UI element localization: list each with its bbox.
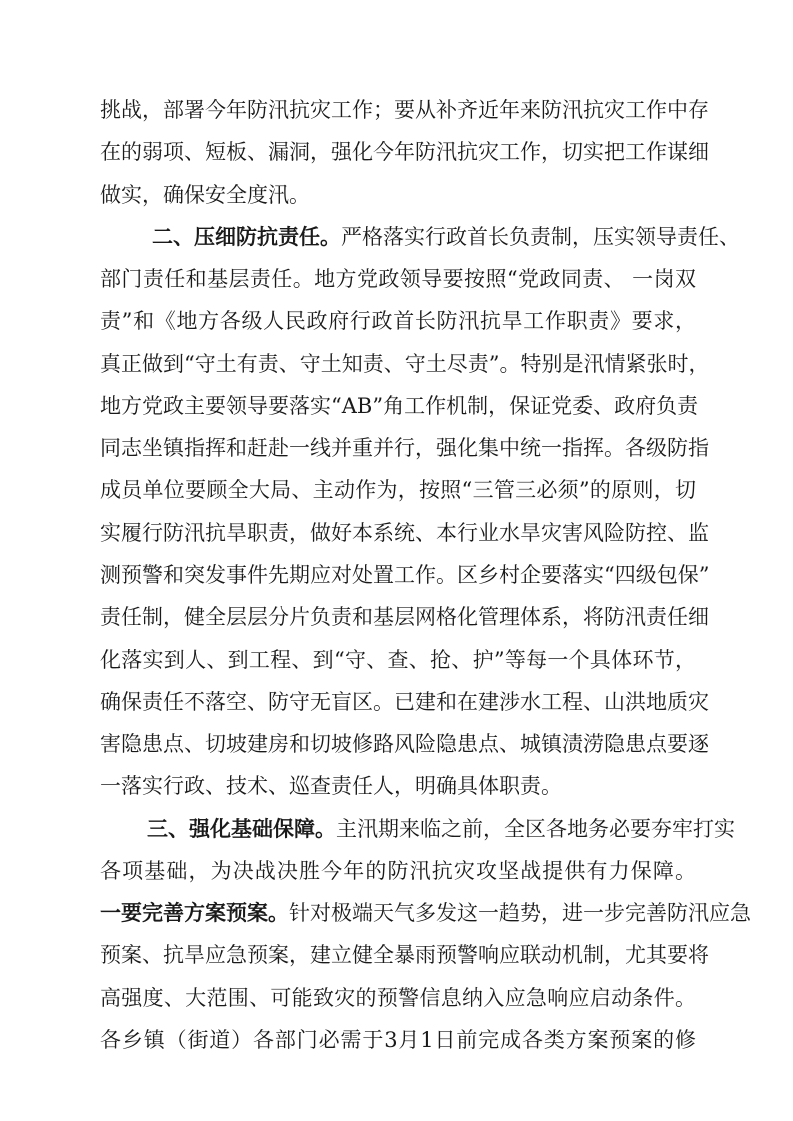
line-text: 主汛期来临之前，全区各地务必要夯牢打实 bbox=[336, 816, 735, 841]
line-text: 严格落实行政首长负责制，压实领导责任、 bbox=[341, 224, 740, 249]
text-line bbox=[100, 306, 696, 336]
text-line bbox=[100, 349, 710, 379]
text-line bbox=[100, 518, 709, 548]
text-line bbox=[100, 771, 696, 801]
text-line bbox=[100, 264, 696, 294]
section-heading-line bbox=[147, 814, 735, 844]
line-text: 确保责任不落空、防守无盲区。已建和在建涉水工程、山洪地质灾 bbox=[100, 689, 709, 714]
line-text: 一落实行政、技术、巡查责任人，明确具体职责。 bbox=[100, 774, 562, 799]
text-line bbox=[100, 180, 696, 210]
section-heading-line bbox=[152, 222, 740, 252]
line-text: 害隐患点、切坡建房和切坡修路风险隐患点、城镇渍涝隐患点要逐 bbox=[100, 732, 709, 757]
section-heading: 三、强化基础保障。 bbox=[147, 816, 336, 841]
line-text: 责”和《地方各级人民政府行政首长防汛抗旱工作职责》要求， bbox=[100, 309, 696, 334]
text-line bbox=[100, 687, 709, 717]
text-line bbox=[100, 137, 709, 167]
line-text: 做实，确保安全度汛。 bbox=[100, 182, 310, 207]
line-text: 真正做到“守土有责、守土知责、守土尽责”。特别是汛情紧张时， bbox=[100, 351, 710, 376]
line-text: 成员单位要顾全大局、主动作为，按照“三管三必须”的原则，切 bbox=[100, 478, 696, 503]
subheading: 一要完善方案预案。 bbox=[100, 901, 289, 926]
line-text: 责任制，健全层层分片负责和基层网格化管理体系，将防汛责任细 bbox=[100, 605, 709, 630]
line-text: 各项基础，为决战决胜今年的防汛抗灾攻坚战提供有力保障。 bbox=[100, 858, 696, 883]
line-text: 预案、抗旱应急预案，建立健全暴雨预警响应联动机制，尤其要将 bbox=[100, 943, 709, 968]
line-text: 部门责任和基层责任。地方党政领导要按照“党政同责、 一岗双 bbox=[100, 267, 696, 292]
section-heading: 二、压细防抗责任。 bbox=[152, 224, 341, 249]
text-line bbox=[100, 729, 709, 759]
text-line bbox=[100, 560, 710, 590]
text-line bbox=[100, 856, 696, 886]
text-line bbox=[100, 95, 709, 125]
subheading-line bbox=[100, 898, 751, 928]
line-text: 在的弱项、短板、漏洞，强化今年防汛抗灾工作，切实把工作谋细 bbox=[100, 140, 709, 165]
text-line bbox=[100, 475, 696, 505]
line-text: 测预警和突发事件先期应对处置工作。区乡村企要落实“四级包保” bbox=[100, 563, 710, 587]
line-text: 地方党政主要领导要落实“AB”角工作机制，保证党委、政府负责 bbox=[100, 393, 699, 418]
text-line bbox=[100, 433, 709, 463]
text-line bbox=[100, 940, 709, 970]
text-line bbox=[100, 1025, 696, 1055]
line-text: 各乡镇（街道）各部门必需于3月1日前完成各类方案预案的修 bbox=[100, 1028, 696, 1052]
line-text: 针对极端天气多发这一趋势，进一步完善防汛应急 bbox=[289, 901, 751, 926]
line-text: 高强度、大范围、可能致灾的预警信息纳入应急响应启动条件。 bbox=[100, 985, 696, 1010]
line-text: 实履行防汛抗旱职责，做好本系统、本行业水旱灾害风险防控、监 bbox=[100, 520, 709, 545]
text-line bbox=[100, 983, 696, 1013]
text-line bbox=[100, 391, 699, 421]
line-text: 同志坐镇指挥和赶赴一线并重并行，强化集中统一指挥。各级防指 bbox=[100, 436, 709, 461]
text-line bbox=[100, 645, 696, 675]
line-text: 挑战，部署今年防汛抗灾工作；要从补齐近年来防汛抗灾工作中存 bbox=[100, 98, 709, 122]
line-text: 化落实到人、到工程、到“守、查、抢、护”等每一个具体环节， bbox=[100, 647, 696, 672]
text-line bbox=[100, 602, 709, 632]
